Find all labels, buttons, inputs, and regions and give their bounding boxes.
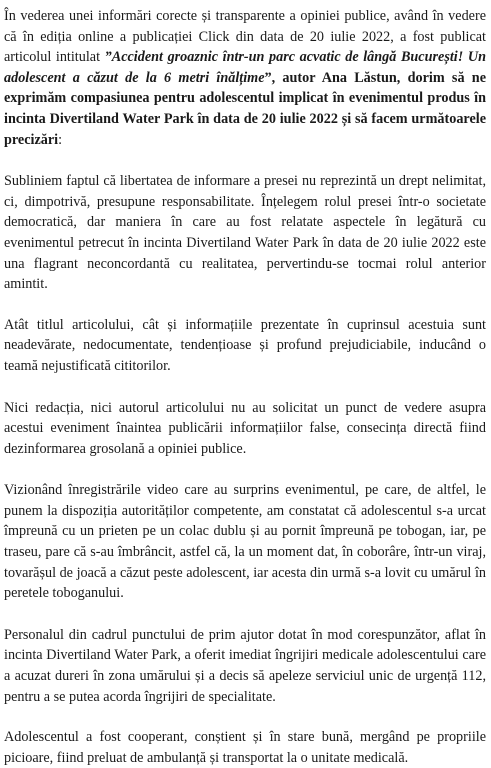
press-freedom-paragraph: Subliniem faptul că libertatea de informare a presei nu reprezintă un drept nelimitat, ci, dimpotrivă, presupune responsabilitate. Înțelegem rolul presei într-o societate democratică, dar maniera în care au fost relatate aspectele în legătură cu evenimentul petrecut în incinta Divertiland Water Park în data de 20 iulie 2022 este una flagrant neconcordantă cu realitatea, pervertindu-se tocmai rolul anterior amintit.: [4, 173, 486, 293]
clarifications-keyword: precizări: [4, 131, 59, 148]
article-title: ”Accident groaznic într-un parc acvatic de lângă București! Un adolescent a căzut de la 6 metri înălțime: [4, 49, 486, 86]
press-statement-document: [4, 6, 486, 768]
intro-text: În vederea unei informări corecte și transparente a opiniei publice, având în vedere că în ediția online a publicației Click din data de 20 iulie 2022, a fost publicat articolul intitulat: [4, 8, 486, 66]
no-viewpoint-paragraph: Nici redacția, nici autorul articolului nu au solicitat un punct de vedere asupra acestui eveniment înaintea publicării informațiilor false, consecința directă fiind dezinformarea grosolană a opiniei publice.: [4, 399, 486, 457]
first-aid-paragraph: Personalul din cadrul punctului de prim ajutor dotat în mod corespunzător, aflat în incinta Divertiland Water Park, a oferit imediat îngrijiri medicale adolescentului care a acuzat dureri în zona umărului și a decis să apeleze serviciul unic de urgență 112, pentru a se putea acorda îngrijiri de specialitate.: [4, 626, 486, 705]
article-title-close: ”, autor Ana Lăstun, dorim să ne exprimăm compasiunea pentru adolescentul implicat în evenimentul produs în incinta Divertiland Water Park în data de 20 iulie 2022 și să facem următoarele: [4, 69, 486, 127]
video-review-paragraph: Vizionând înregistrările video care au surprins evenimentul, pe care, de altfel, le punem la dispoziția autorităților competente, am constatat că adolescentul s-a urcat împreună cu un prieten pe un colac dublu și au pornit împreună pe tobogan, iar, pe traseu, pare că s-au îmbrâncit, astfel că, la un moment dat, în coborâre, într-un viraj, tovarășul de joacă a căzut peste adolescent, iar acesta din urmă s-a lovit cu umărul în peretele toboganului.: [4, 482, 486, 602]
conclusion-paragraph: Adolescentul a fost cooperant, conștient și în stare bună, mergând pe propriile picioare, fiind preluat de ambulanță și transportat la o unitate medicală.: [4, 729, 486, 766]
intro-end: :: [58, 131, 63, 148]
false-information-paragraph: Atât titlul articolului, cât și informațiile prezentate în cuprinsul acestuia sunt neadevărate, nedocumentate, tendențioase și profund prejudiciabile, inducând o teamă nejustificată cititorilor.: [4, 316, 486, 374]
intro-paragraph: [4, 6, 486, 150]
